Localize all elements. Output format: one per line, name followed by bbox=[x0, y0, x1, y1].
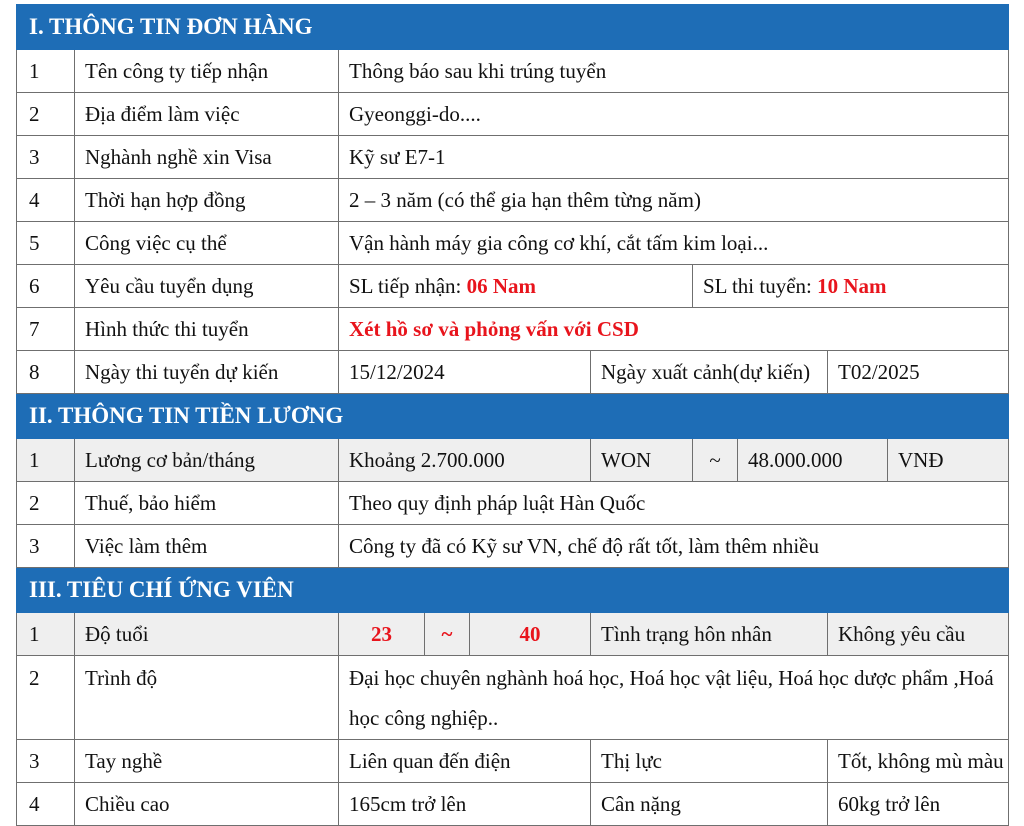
job-order-sheet bbox=[16, 4, 1008, 826]
row-value: Công ty đã có Kỹ sư VN, chế độ rất tốt, làm thêm nhiều bbox=[339, 525, 1009, 568]
eyesight-value: Tốt, không mù màu bbox=[828, 740, 1009, 783]
row-label: Lương cơ bản/tháng bbox=[75, 439, 339, 482]
salary-tilde: ~ bbox=[693, 439, 738, 482]
table-row bbox=[17, 525, 1009, 568]
row-number: 2 bbox=[17, 656, 75, 740]
table-row bbox=[17, 308, 1009, 351]
skill-value: Liên quan đến điện bbox=[339, 740, 591, 783]
row-number: 2 bbox=[17, 93, 75, 136]
row-value: Thông báo sau khi trúng tuyển bbox=[339, 50, 1009, 93]
table-row bbox=[17, 136, 1009, 179]
table-row bbox=[17, 93, 1009, 136]
row-number: 1 bbox=[17, 439, 75, 482]
weight-label: Cân nặng bbox=[591, 783, 828, 826]
row-label: Yêu cầu tuyển dụng bbox=[75, 265, 339, 308]
table-row bbox=[17, 265, 1009, 308]
row-label: Hình thức thi tuyển bbox=[75, 308, 339, 351]
row-label: Công việc cụ thể bbox=[75, 222, 339, 265]
table-row bbox=[17, 482, 1009, 525]
row-label: Trình độ bbox=[75, 656, 339, 740]
row-number: 3 bbox=[17, 740, 75, 783]
row-number: 1 bbox=[17, 613, 75, 656]
row-value: Theo quy định pháp luật Hàn Quốc bbox=[339, 482, 1009, 525]
exam-value: 10 Nam bbox=[817, 273, 887, 298]
row-number: 3 bbox=[17, 136, 75, 179]
row-number: 6 bbox=[17, 265, 75, 308]
row-label: Ngày thi tuyển dự kiến bbox=[75, 351, 339, 394]
job-order-table bbox=[16, 4, 1009, 826]
row-label: Thời hạn hợp đồng bbox=[75, 179, 339, 222]
table-row bbox=[17, 222, 1009, 265]
age-tilde: ~ bbox=[425, 613, 470, 656]
intake-value: 06 Nam bbox=[466, 273, 537, 298]
exam-date: 15/12/2024 bbox=[339, 351, 591, 394]
row-label: Việc làm thêm bbox=[75, 525, 339, 568]
age-min: 23 bbox=[339, 613, 425, 656]
row-value: 2 – 3 năm (có thể gia hạn thêm từng năm) bbox=[339, 179, 1009, 222]
table-row bbox=[17, 740, 1009, 783]
height-value: 165cm trở lên bbox=[339, 783, 591, 826]
row-number: 7 bbox=[17, 308, 75, 351]
salary-won: Khoảng 2.700.000 bbox=[339, 439, 591, 482]
intake-quantity bbox=[339, 265, 693, 308]
education-value: Đại học chuyên nghành hoá học, Hoá học vật liệu, Hoá học dược phẩm ,Hoá học công nghiệp.. bbox=[339, 656, 1009, 740]
salary-vnd-unit: VNĐ bbox=[888, 439, 1009, 482]
row-value: Gyeonggi-do.... bbox=[339, 93, 1009, 136]
table-row bbox=[17, 613, 1009, 656]
salary-vnd: 48.000.000 bbox=[738, 439, 888, 482]
row-label: Độ tuổi bbox=[75, 613, 339, 656]
exit-date-label: Ngày xuất cảnh(dự kiến) bbox=[591, 351, 828, 394]
exit-date-value: T02/2025 bbox=[828, 351, 1009, 394]
table-row bbox=[17, 179, 1009, 222]
row-number: 8 bbox=[17, 351, 75, 394]
section-3-title: III. TIÊU CHÍ ỨNG VIÊN bbox=[17, 568, 1009, 613]
eyesight-label: Thị lực bbox=[591, 740, 828, 783]
table-row bbox=[17, 656, 1009, 740]
row-label: Chiều cao bbox=[75, 783, 339, 826]
row-number: 2 bbox=[17, 482, 75, 525]
section-2-title: II. THÔNG TIN TIỀN LƯƠNG bbox=[17, 394, 1009, 439]
age-max: 40 bbox=[470, 613, 591, 656]
exam-quantity bbox=[693, 265, 1009, 308]
row-label: Địa điểm làm việc bbox=[75, 93, 339, 136]
row-label: Nghành nghề xin Visa bbox=[75, 136, 339, 179]
row-number: 4 bbox=[17, 179, 75, 222]
row-number: 5 bbox=[17, 222, 75, 265]
row-value: Vận hành máy gia công cơ khí, cắt tấm kim loại... bbox=[339, 222, 1009, 265]
row-number: 1 bbox=[17, 50, 75, 93]
exam-format-value: Xét hồ sơ và phỏng vấn với CSD bbox=[339, 308, 1009, 351]
marital-value: Không yêu cầu bbox=[828, 613, 1009, 656]
row-label: Tên công ty tiếp nhận bbox=[75, 50, 339, 93]
table-row bbox=[17, 439, 1009, 482]
row-label: Thuế, bảo hiểm bbox=[75, 482, 339, 525]
row-number: 3 bbox=[17, 525, 75, 568]
row-label: Tay nghề bbox=[75, 740, 339, 783]
salary-won-unit: WON bbox=[591, 439, 693, 482]
table-row bbox=[17, 351, 1009, 394]
row-value: Kỹ sư E7-1 bbox=[339, 136, 1009, 179]
intake-label: SL tiếp nhận: bbox=[349, 273, 467, 298]
table-row bbox=[17, 50, 1009, 93]
section-1-title: I. THÔNG TIN ĐƠN HÀNG bbox=[17, 5, 1009, 50]
exam-label: SL thi tuyển: bbox=[703, 273, 818, 298]
marital-label: Tình trạng hôn nhân bbox=[591, 613, 828, 656]
weight-value: 60kg trở lên bbox=[828, 783, 1009, 826]
row-number: 4 bbox=[17, 783, 75, 826]
table-row bbox=[17, 783, 1009, 826]
